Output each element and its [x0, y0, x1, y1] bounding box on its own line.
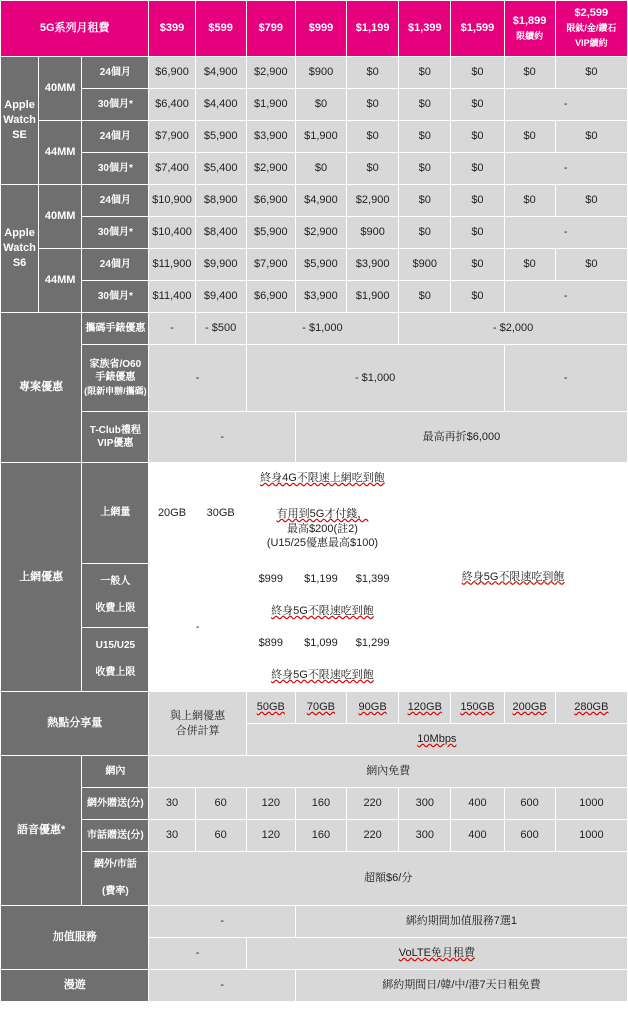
cap-value: $899 — [247, 628, 295, 659]
price-cell: $5,900 — [296, 249, 346, 280]
plan-599: $599 — [196, 1, 246, 56]
price-cell: $0 — [399, 185, 450, 216]
price-cell: $4,400 — [196, 89, 246, 120]
hotspot-speed: 10Mbps — [247, 724, 627, 755]
price-cell: $0 — [505, 249, 555, 280]
price-cell: $0 — [347, 121, 398, 152]
family-value: - — [149, 345, 245, 411]
local-label: 市話贈送(分) — [82, 820, 148, 851]
data-offer-label: 上網優惠 — [1, 463, 81, 691]
price-cell: $0 — [451, 89, 503, 120]
price-cell: $7,900 — [149, 121, 194, 152]
port-value: - $1,000 — [247, 313, 398, 344]
table-row — [1, 249, 627, 280]
price-cell: $1,900 — [247, 89, 295, 120]
price-cell: $900 — [347, 217, 398, 248]
watch-se-label: Apple Watch SE — [1, 57, 38, 184]
table-row — [1, 756, 627, 787]
table-row — [1, 281, 627, 312]
minutes-cell: 120 — [247, 788, 295, 819]
price-cell: $0 — [505, 57, 555, 88]
price-cell: $5,900 — [247, 217, 295, 248]
price-cell: $0 — [505, 185, 555, 216]
minutes-cell: 30 — [149, 820, 194, 851]
table-row — [1, 313, 627, 344]
price-cell: $1,900 — [347, 281, 398, 312]
term-label: 30個月* — [82, 89, 148, 120]
rate-label: 網外/市話 (費率) — [82, 852, 148, 905]
minutes-cell: 30 — [149, 788, 194, 819]
port-value: - $500 — [196, 313, 246, 344]
volume-599: 30GB — [196, 463, 246, 563]
roaming-label: 漫遊 — [1, 970, 148, 1001]
price-cell: $0 — [347, 57, 398, 88]
port-value: - — [149, 313, 194, 344]
price-cell: $0 — [399, 281, 450, 312]
price-cell: $0 — [451, 249, 503, 280]
roaming-value: - — [149, 970, 294, 1001]
price-cell: $7,400 — [149, 153, 194, 184]
price-cell: $0 — [451, 185, 503, 216]
cap-value: $1,299 — [347, 628, 398, 659]
special-label: 專案優惠 — [1, 313, 81, 462]
table-row — [1, 185, 627, 216]
price-cell: $900 — [399, 249, 450, 280]
table-row — [1, 820, 627, 851]
table-row — [1, 463, 627, 494]
price-cell: $0 — [505, 121, 555, 152]
price-cell: $5,400 — [196, 153, 246, 184]
plan-399: $399 — [149, 1, 194, 56]
hotspot-volume: 200GB — [505, 692, 555, 723]
price-cell: $0 — [399, 217, 450, 248]
price-cell: $11,400 — [149, 281, 194, 312]
size-label: 44MM — [39, 249, 81, 312]
roaming-value: 綁約期間日/韓/中/港7天日租免費 — [296, 970, 627, 1001]
minutes-cell: 160 — [296, 788, 346, 819]
price-cell: $900 — [296, 57, 346, 88]
volume-799-mid: 有用到5G才付錢， 最高$200(註2) (U15/25優惠最高$100) — [247, 495, 398, 563]
price-cell: $10,400 — [149, 217, 194, 248]
price-cell: $0 — [399, 121, 450, 152]
price-cell: $6,400 — [149, 89, 194, 120]
minutes-cell: 600 — [505, 820, 555, 851]
term-label: 24個月 — [82, 121, 148, 152]
plan-1399: $1,399 — [399, 1, 450, 56]
price-cell: $5,900 — [196, 121, 246, 152]
term-label: 24個月 — [82, 249, 148, 280]
table-row — [1, 121, 627, 152]
minutes-cell: 60 — [196, 788, 246, 819]
price-cell: $8,400 — [196, 217, 246, 248]
price-cell: $2,900 — [247, 153, 295, 184]
voice-label: 語音優惠* — [1, 756, 81, 905]
value-added-value: - — [149, 906, 294, 937]
table-row — [1, 412, 627, 462]
minutes-cell: 400 — [451, 820, 503, 851]
price-cell: $0 — [556, 185, 627, 216]
plan-2599: $2,599 限鈦/金/鑽石 VIP續約 — [556, 1, 627, 56]
cap-value: $1,399 — [347, 564, 398, 595]
port-label: 攜碼手錶優惠 — [82, 313, 148, 344]
table-row — [1, 692, 627, 723]
value-added-value: 綁約期間加值服務7選1 — [296, 906, 627, 937]
price-cell: $0 — [451, 153, 503, 184]
table-row — [1, 906, 627, 937]
size-label: 44MM — [39, 121, 81, 184]
plan-1899: $1,899 限續約 — [505, 1, 555, 56]
size-label: 40MM — [39, 57, 81, 120]
rate-value: 超額$6/分 — [149, 852, 627, 905]
hotspot-volume: 70GB — [296, 692, 346, 723]
price-cell: $9,900 — [196, 249, 246, 280]
table-row — [1, 852, 627, 905]
price-cell: $8,900 — [196, 185, 246, 216]
price-cell: $0 — [451, 217, 503, 248]
cap-value: $999 — [247, 564, 295, 595]
price-cell: $11,900 — [149, 249, 194, 280]
term-label: 24個月 — [82, 185, 148, 216]
price-cell: $0 — [399, 89, 450, 120]
tclub-value: - — [149, 412, 294, 462]
price-cell: $0 — [556, 57, 627, 88]
header-row — [1, 1, 627, 56]
onnet-value: 網內免費 — [149, 756, 627, 787]
minutes-cell: 60 — [196, 820, 246, 851]
table-row — [1, 89, 627, 120]
hotspot-volume: 280GB — [556, 692, 627, 723]
price-cell: $10,900 — [149, 185, 194, 216]
price-cell: $2,900 — [347, 185, 398, 216]
cap-value: $1,099 — [296, 628, 346, 659]
volume-399: 20GB — [149, 463, 194, 563]
term-label: 30個月* — [82, 217, 148, 248]
cap-dash: - — [149, 564, 245, 691]
hotspot-volume: 50GB — [247, 692, 295, 723]
minutes-cell: 160 — [296, 820, 346, 851]
value-added-value: - — [149, 938, 245, 969]
price-cell: $9,400 — [196, 281, 246, 312]
value-added-label: 加值服務 — [1, 906, 148, 969]
cap-value: $1,199 — [296, 564, 346, 595]
price-cell: $2,900 — [247, 57, 295, 88]
minutes-cell: 300 — [399, 820, 450, 851]
minutes-cell: 220 — [347, 788, 398, 819]
table-row — [1, 217, 627, 248]
price-cell: $0 — [451, 121, 503, 152]
price-cell: $0 — [556, 249, 627, 280]
price-cell: $0 — [556, 121, 627, 152]
minutes-cell: 220 — [347, 820, 398, 851]
plan-799: $799 — [247, 1, 295, 56]
term-label: 24個月 — [82, 57, 148, 88]
port-value: - $2,000 — [399, 313, 627, 344]
general-label: 一般人 收費上限 — [82, 564, 148, 627]
unlimited-5g: 終身5G不限速吃到飽 — [399, 463, 627, 691]
offnet-label: 網外贈送(分) — [82, 788, 148, 819]
price-cell: $0 — [347, 89, 398, 120]
general-note: 終身5G不限速吃到飽 — [247, 596, 398, 627]
plan-999: $999 — [296, 1, 346, 56]
tclub-value: 最高再折$6,000 — [296, 412, 627, 462]
price-cell: $0 — [451, 57, 503, 88]
price-cell: $3,900 — [347, 249, 398, 280]
youth-label: U15/U25 收費上限 — [82, 628, 148, 691]
price-cell: $0 — [451, 281, 503, 312]
price-cell: $6,900 — [247, 281, 295, 312]
family-label: 家族省/O60 手錶優惠 (限新申辦/攜碼) — [82, 345, 148, 411]
youth-note: 終身5G不限速吃到飽 — [247, 660, 398, 691]
minutes-cell: 400 — [451, 788, 503, 819]
value-added-value: VoLTE免月租費 — [247, 938, 627, 969]
price-cell: $4,900 — [196, 57, 246, 88]
table-row — [1, 153, 627, 184]
hotspot-volume: 90GB — [347, 692, 398, 723]
family-value: - — [505, 345, 627, 411]
price-cell: - — [505, 89, 627, 120]
header-title: 5G系列月租費 — [1, 1, 148, 56]
term-label: 30個月* — [82, 281, 148, 312]
onnet-label: 網內 — [82, 756, 148, 787]
price-cell: $4,900 — [296, 185, 346, 216]
price-cell: - — [505, 153, 627, 184]
term-label: 30個月* — [82, 153, 148, 184]
minutes-cell: 120 — [247, 820, 295, 851]
price-cell: $6,900 — [247, 185, 295, 216]
minutes-cell: 1000 — [556, 788, 627, 819]
price-cell: $6,900 — [149, 57, 194, 88]
tclub-label: T-Club禮程 VIP優惠 — [82, 412, 148, 462]
price-cell: - — [505, 217, 627, 248]
price-cell: $3,900 — [296, 281, 346, 312]
hotspot-volume: 120GB — [399, 692, 450, 723]
price-cell: $0 — [347, 153, 398, 184]
hotspot-volume: 150GB — [451, 692, 503, 723]
price-cell: $7,900 — [247, 249, 295, 280]
plan-1199: $1,199 — [347, 1, 398, 56]
table-row — [1, 970, 627, 1001]
price-cell: $0 — [296, 89, 346, 120]
price-cell: $0 — [399, 153, 450, 184]
hotspot-combined: 與上網優惠 合併計算 — [149, 692, 245, 755]
price-cell: $0 — [399, 57, 450, 88]
volume-label: 上網量 — [82, 463, 148, 563]
minutes-cell: 600 — [505, 788, 555, 819]
minutes-cell: 300 — [399, 788, 450, 819]
price-cell: $0 — [296, 153, 346, 184]
price-cell: - — [505, 281, 627, 312]
size-label: 40MM — [39, 185, 81, 248]
table-row — [1, 788, 627, 819]
price-cell: $2,900 — [296, 217, 346, 248]
hotspot-label: 熱點分享量 — [1, 692, 148, 755]
table-row — [1, 345, 627, 411]
watch-s6-label: Apple Watch S6 — [1, 185, 38, 312]
volume-799-top: 終身4G不限速上網吃到飽 — [247, 463, 398, 494]
table-row — [1, 57, 627, 88]
price-cell: $3,900 — [247, 121, 295, 152]
family-value: - $1,000 — [247, 345, 504, 411]
plan-1599: $1,599 — [451, 1, 503, 56]
price-cell: $1,900 — [296, 121, 346, 152]
minutes-cell: 1000 — [556, 820, 627, 851]
